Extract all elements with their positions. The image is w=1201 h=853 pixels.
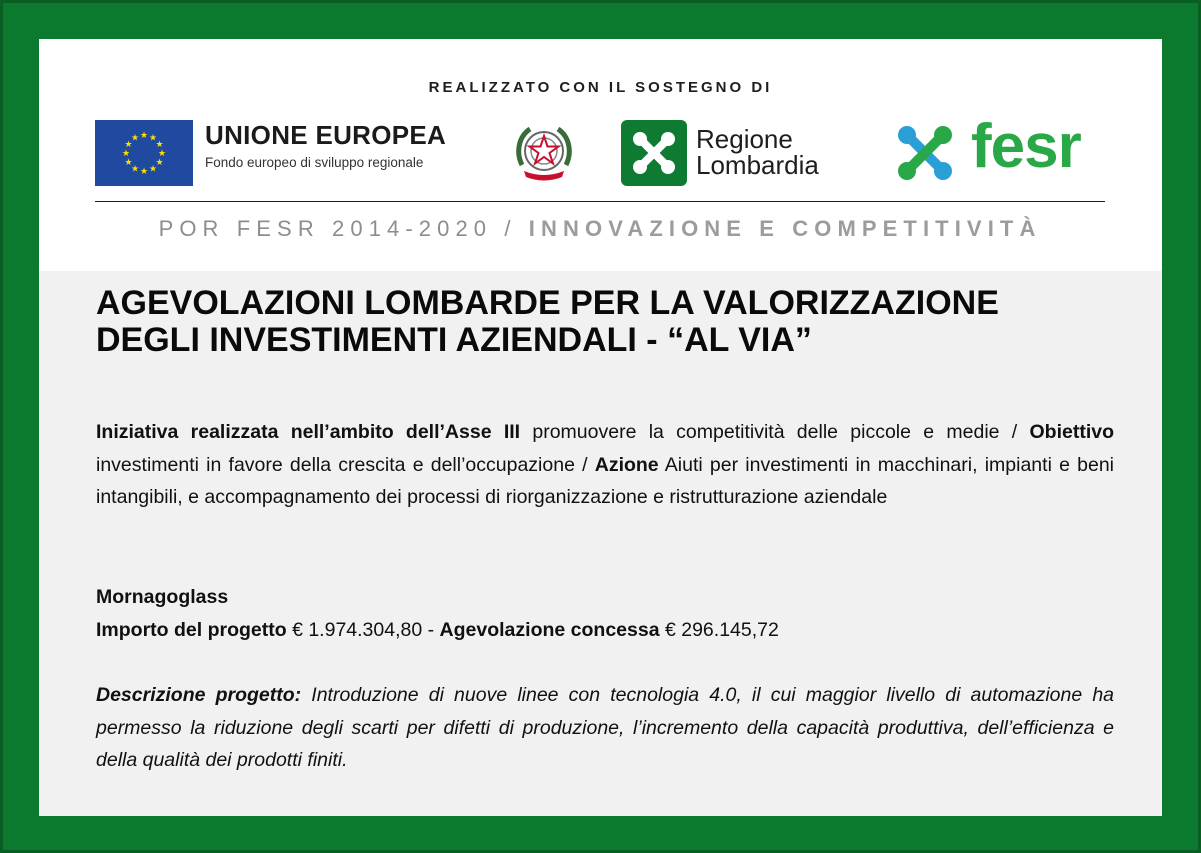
program-suffix: INNOVAZIONE E COMPETITIVITÀ: [528, 216, 1042, 241]
fesr-mark-icon: [889, 119, 961, 187]
lombardia-line: Lombardia: [696, 150, 819, 180]
svg-text:★: ★: [124, 158, 133, 168]
initiative-label: Iniziativa realizzata nell’ambito dell’Asse III: [96, 421, 521, 443]
objective-label: Obiettivo: [1029, 421, 1114, 443]
italian-republic-emblem-icon: [512, 119, 576, 187]
program-prefix: POR FESR 2014-2020 /: [158, 216, 517, 241]
company-name: Mornagoglass: [96, 586, 229, 608]
svg-text:★: ★: [148, 164, 158, 175]
initiative-paragraph: [96, 416, 1114, 514]
regione-lombardia-logo-icon: [621, 120, 687, 186]
header-divider: [95, 201, 1105, 202]
support-caption: REALIZZATO CON IL SOSTEGNO DI: [428, 79, 773, 96]
initiative-text: promuovere la competitività delle piccole e medie /: [532, 421, 1018, 443]
notice-panel: [39, 39, 1162, 816]
figures-separator: -: [427, 618, 435, 641]
svg-text:★: ★: [155, 158, 164, 168]
amount-label: Importo del progetto: [96, 618, 287, 641]
amount-value: € 1.974.304,80: [292, 618, 423, 641]
action-label: Azione: [594, 453, 659, 476]
project-figures: [96, 581, 1114, 646]
objective-text: investimenti in favore della crescita e dell’occupazione /: [96, 453, 588, 476]
logos-header: [39, 39, 1162, 271]
title-line-2: DEGLI INVESTIMENTI AZIENDALI - “AL VIA”: [96, 321, 812, 359]
svg-text:★: ★: [157, 149, 167, 159]
description-text: Introduzione di nuove linee con tecnologia 4.0, il cui maggior livello di automazione ha permesso la riduzione degli scarti per difetti di produzione, l’incremento della capacità produttiva, dell’efficienza e della qualità dei prodotti finiti.: [96, 684, 1115, 771]
page-title: [96, 285, 1114, 359]
svg-text:★: ★: [139, 131, 149, 141]
eu-subtitle: Fondo europeo di sviluppo regionale: [205, 155, 424, 170]
fesr-wordmark: fesr: [971, 112, 1081, 181]
program-line: [95, 216, 1105, 242]
svg-text:★: ★: [124, 140, 133, 150]
svg-text:★: ★: [139, 167, 149, 177]
description-label: Descrizione progetto:: [96, 684, 302, 706]
svg-text:★: ★: [121, 149, 131, 159]
title-line-1: AGEVOLAZIONI LOMBARDE PER LA VALORIZZAZIONE: [96, 284, 999, 322]
regione-line: Regione: [696, 124, 793, 154]
svg-text:★: ★: [130, 133, 140, 144]
project-description: [96, 679, 1114, 777]
svg-text:★: ★: [148, 133, 158, 144]
grant-label: Agevolazione concessa: [439, 618, 660, 641]
regione-lombardia-name: [696, 126, 819, 178]
eu-title: UNIONE EUROPEA: [205, 120, 447, 150]
svg-text:★: ★: [155, 140, 164, 150]
eu-flag-icon: [95, 120, 193, 186]
grant-value: € 296.145,72: [664, 618, 779, 641]
action-text: Aiuti per investimenti in macchinari, impianti e beni intangibili, e accompagnamento dei processi di riorganizzazione e ristrutturazione aziendale: [96, 453, 1115, 508]
svg-text:★: ★: [130, 164, 140, 175]
